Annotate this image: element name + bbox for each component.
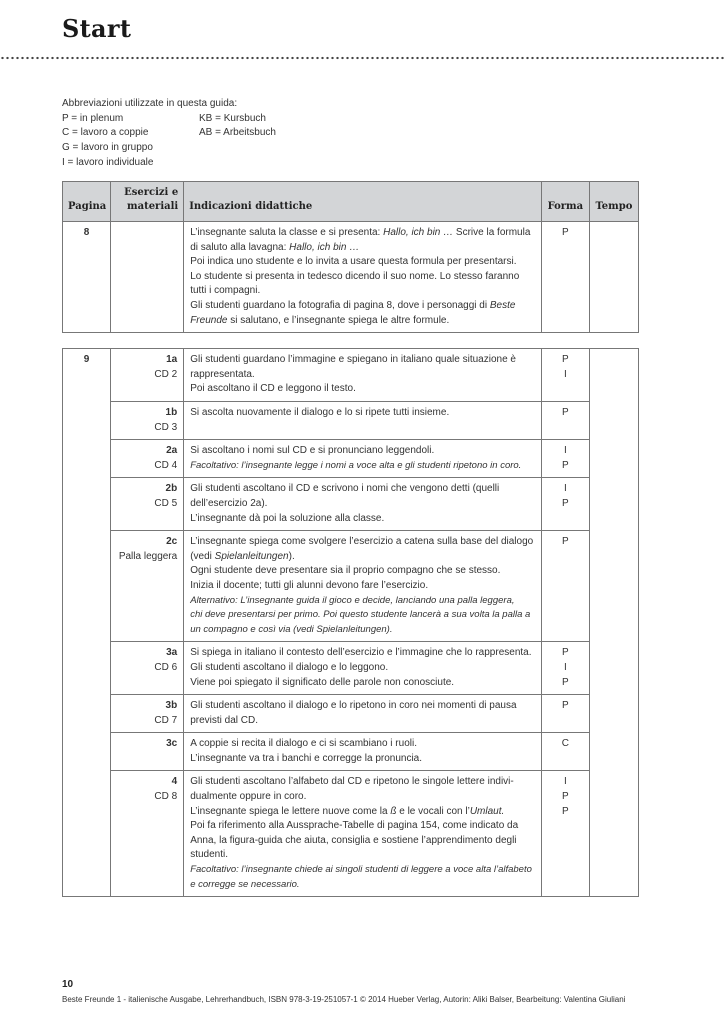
instructions-cell: [184, 222, 542, 333]
text: L’insegnante saluta la classe e si presenta:: [190, 227, 384, 238]
page-number-cell: 9: [63, 349, 111, 897]
form-cell: [541, 440, 589, 478]
form-value: I: [563, 776, 567, 788]
lesson-table-page-9: [62, 348, 639, 897]
text: Gli studenti guardano la fotografia di pagina 8, dove i personaggi di: [190, 299, 490, 311]
text-italic: Beste: [489, 299, 516, 311]
page-title: Start: [62, 14, 132, 43]
instruction-line: dualmente oppure in coro.: [190, 791, 307, 803]
instruction-line: L’insegnante va tra i banchi e corregge la pronuncia.: [190, 752, 423, 764]
instruction-line: Si spiega in italiano il contesto dell’esercizio e l’immagine che lo rappresenta.: [190, 647, 532, 659]
instruction-line: Alternativo: L’insegnante guida il gioco e decide, lanciando una palla leggera,: [190, 594, 515, 606]
instruction-line: studenti.: [190, 849, 229, 861]
exercise-number: 3a: [166, 647, 178, 659]
time-cell: [589, 222, 638, 333]
form-value: P: [562, 354, 569, 365]
exercise-cell: [111, 733, 184, 771]
instruction-line: Lo studente si presenta in tedesco dicendo il suo nome. Lo stesso faranno: [190, 270, 520, 282]
instruction-line: Anna, la figura-guida che aiuta, consiglia e sostiene l’apprendimento degli: [190, 834, 517, 846]
text: Scrive la formula: [453, 227, 531, 238]
lesson-table-page-8: [62, 181, 639, 333]
form-value: P: [562, 791, 569, 803]
form-value: P: [562, 407, 569, 418]
form-cell: [541, 695, 589, 733]
dotted-divider: [0, 56, 724, 60]
exercise-number: 3c: [166, 738, 178, 750]
instruction-line: rappresentata.: [190, 368, 255, 380]
text: e le vocali con l’: [396, 805, 470, 817]
abbreviation-item: G = lavoro in gruppo: [62, 142, 153, 154]
time-cell: [589, 349, 638, 897]
instruction-line: L’insegnante dà poi la soluzione alla classe.: [190, 512, 385, 524]
abbreviation-item: C = lavoro a coppie: [62, 127, 149, 139]
instruction-line: e corregge se necessario.: [190, 878, 300, 890]
page-number: 10: [62, 979, 74, 990]
form-cell: [541, 349, 589, 402]
exercise-material: CD 8: [154, 791, 178, 803]
instruction-line: Gli studenti guardano l’immagine e spiegano in italiano quale situazione è: [190, 354, 516, 365]
instructions-cell: [184, 478, 542, 531]
instruction-line: Si ascoltano i nomi sul CD e si pronunciano leggendoli.: [190, 445, 435, 457]
abbreviation-item: AB = Arbeitsbuch: [199, 127, 276, 139]
page-number-cell: 8: [63, 222, 111, 333]
exercise-number: 3b: [165, 700, 178, 712]
instruction-line: Poi fa riferimento alla Aussprache-Tabelle di pagina 154, come indicato da: [190, 820, 519, 832]
text: ).: [288, 550, 295, 562]
header-tempo: Tempo: [589, 182, 638, 222]
instruction-line: un compagno e così via (vedi Spielanleitungen).: [190, 623, 393, 635]
form-value: I: [563, 445, 567, 457]
text: L’insegnante spiega le lettere nuove come la: [190, 805, 391, 817]
abbreviations-legend: [62, 97, 276, 171]
exercise-material: CD 3: [154, 421, 178, 433]
instruction-line: A coppie si recita il dialogo e ci si scambiano i ruoli.: [190, 738, 417, 750]
instructions-cell: [184, 695, 542, 733]
instructions-cell: [184, 771, 542, 897]
exercise-material: Palla leggera: [118, 550, 178, 562]
instruction-line: [190, 805, 535, 820]
instruction-line: Gli studenti ascoltano il dialogo e lo ripetono in coro nei momenti di pausa: [190, 700, 517, 712]
text: si salutano, e l’insegnante spiega le altre formule.: [227, 314, 450, 326]
form-value: I: [563, 368, 567, 380]
instruction-line: [190, 241, 535, 256]
instruction-line: previsti dal CD.: [190, 714, 259, 726]
form-value: P: [562, 497, 569, 509]
header-esercizi-line1: Esercizi e: [124, 186, 179, 198]
exercise-material: CD 5: [154, 497, 178, 509]
table-row: [63, 531, 639, 642]
form-cell: [541, 531, 589, 642]
exercise-material: CD 4: [154, 459, 178, 471]
instruction-line: Poi ascoltano il CD e leggono il testo.: [190, 383, 356, 395]
instruction-line: L’insegnante spiega come svolgere l’esercizio a catena sulla base del dialogo: [190, 536, 534, 548]
exercise-number: 1a: [166, 354, 178, 365]
instruction-line: [190, 299, 535, 314]
exercise-cell: [111, 642, 184, 695]
table-row: [63, 642, 639, 695]
instruction-line: Si ascolta nuovamente il dialogo e lo si ripete tutti insieme.: [190, 407, 450, 418]
table-row: [63, 402, 639, 440]
form-value: P: [562, 805, 569, 817]
instructions-cell: [184, 349, 542, 402]
text-italic: Freunde: [190, 314, 228, 326]
form-cell: [541, 733, 589, 771]
table-row: [63, 733, 639, 771]
footer-credit: Beste Freunde 1 - italienische Ausgabe, Lehrerhandbuch, ISBN 978-3-19-251057-1 © 2014 Hueber Verlag, Autorin: Aliki Balser, Bearbeitung: Valentina Giuliani: [62, 995, 626, 1004]
exercise-material: CD 7: [154, 714, 178, 726]
text: (vedi: [190, 550, 215, 562]
table-header-row: [63, 182, 639, 222]
instruction-line: Poi indica uno studente e lo invita a usare questa formula per presentarsi.: [190, 256, 517, 268]
exercise-cell: [111, 402, 184, 440]
exercise-number: 2c: [166, 536, 178, 548]
form-cell: [541, 478, 589, 531]
exercise-cell: [111, 440, 184, 478]
instruction-line: Inizia il docente; tutti gli alunni devono fare l’esercizio.: [190, 579, 429, 591]
form-value: I: [563, 661, 567, 673]
exercise-cell: [111, 695, 184, 733]
header-forma: Forma: [541, 182, 589, 222]
table-row: [63, 222, 639, 333]
instructions-cell: [184, 733, 542, 771]
exercise-cell: [111, 222, 184, 333]
abbreviations-intro: Abbreviazioni utilizzate in questa guida:: [62, 98, 238, 109]
form-cell: [541, 771, 589, 897]
instructions-cell: [184, 440, 542, 478]
instruction-line: Gli studenti ascoltano l’alfabeto dal CD e ripetono le singole lettere indivi-: [190, 776, 514, 788]
form-value: P: [562, 459, 569, 471]
instruction-line: [190, 314, 535, 329]
form-cell: [541, 642, 589, 695]
table-row: [63, 771, 639, 897]
table-row: [63, 478, 639, 531]
instruction-line: [190, 226, 535, 241]
instruction-line: Gli studenti ascoltano il CD e scrivono i nomi che vengono detti (quelli: [190, 483, 500, 495]
table-row: [63, 349, 639, 402]
exercise-cell: [111, 478, 184, 531]
abbreviation-item: I = lavoro individuale: [62, 156, 154, 168]
instructions-cell: [184, 531, 542, 642]
text-italic: Spielanleitungen: [214, 550, 289, 562]
form-cell: [541, 402, 589, 440]
instructions-cell: [184, 642, 542, 695]
instruction-line: [190, 550, 535, 565]
form-value: P: [562, 647, 569, 659]
exercise-cell: [111, 349, 184, 402]
header-pagina: Pagina: [63, 182, 111, 222]
abbreviation-row: [62, 126, 276, 141]
exercise-number: 4: [171, 776, 178, 788]
exercise-number: 1b: [165, 407, 178, 418]
instruction-line: dell’esercizio 2a).: [190, 497, 268, 509]
instruction-line: Facoltativo: l’insegnante legge i nomi a voce alta e gli studenti ripetono in coro.: [190, 459, 522, 471]
text: di saluto alla lavagna:: [190, 241, 290, 253]
form-value: C: [561, 738, 569, 750]
form-value: P: [562, 700, 569, 712]
text-italic: Hallo, ich bin …: [289, 241, 360, 253]
exercise-number: 2b: [165, 483, 178, 495]
instruction-line: Viene poi spiegato il significato delle parole non conosciute.: [190, 676, 455, 688]
text-italic: Umlaut.: [469, 805, 505, 817]
exercise-cell: [111, 771, 184, 897]
form-value: P: [562, 676, 569, 688]
text-italic: ß: [390, 805, 397, 817]
header-esercizi: [111, 182, 184, 222]
table-row: [63, 440, 639, 478]
form-value: P: [562, 536, 569, 548]
form-cell: P: [541, 222, 589, 333]
table-row: [63, 695, 639, 733]
instruction-line: chi deve presentarsi per primo. Poi questo studente lancerà a sua volta la palla a: [190, 609, 531, 621]
instruction-line: Facoltativo: l’insegnante chiede ai singoli studenti di leggere a voce alta l’alfabeto: [190, 864, 532, 876]
instructions-cell: [184, 402, 542, 440]
abbreviation-item: P = in plenum: [62, 112, 124, 124]
abbreviation-item: KB = Kursbuch: [199, 112, 266, 124]
header-esercizi-line2: materiali: [127, 201, 179, 213]
instruction-line: Gli studenti ascoltano il dialogo e lo leggono.: [190, 661, 389, 673]
abbreviation-row: [62, 112, 276, 127]
form-value: I: [563, 483, 567, 495]
header-indicazioni: Indicazioni didattiche: [184, 182, 542, 222]
text-italic: Hallo, ich bin …: [383, 227, 454, 238]
instruction-line: tutti i compagni.: [190, 285, 261, 297]
exercise-material: CD 6: [154, 661, 178, 673]
exercise-material: CD 2: [154, 368, 178, 380]
exercise-number: 2a: [166, 445, 178, 457]
instruction-line: Ogni studente deve presentare sia il proprio compagno che se stesso.: [190, 565, 501, 577]
exercise-cell: [111, 531, 184, 642]
